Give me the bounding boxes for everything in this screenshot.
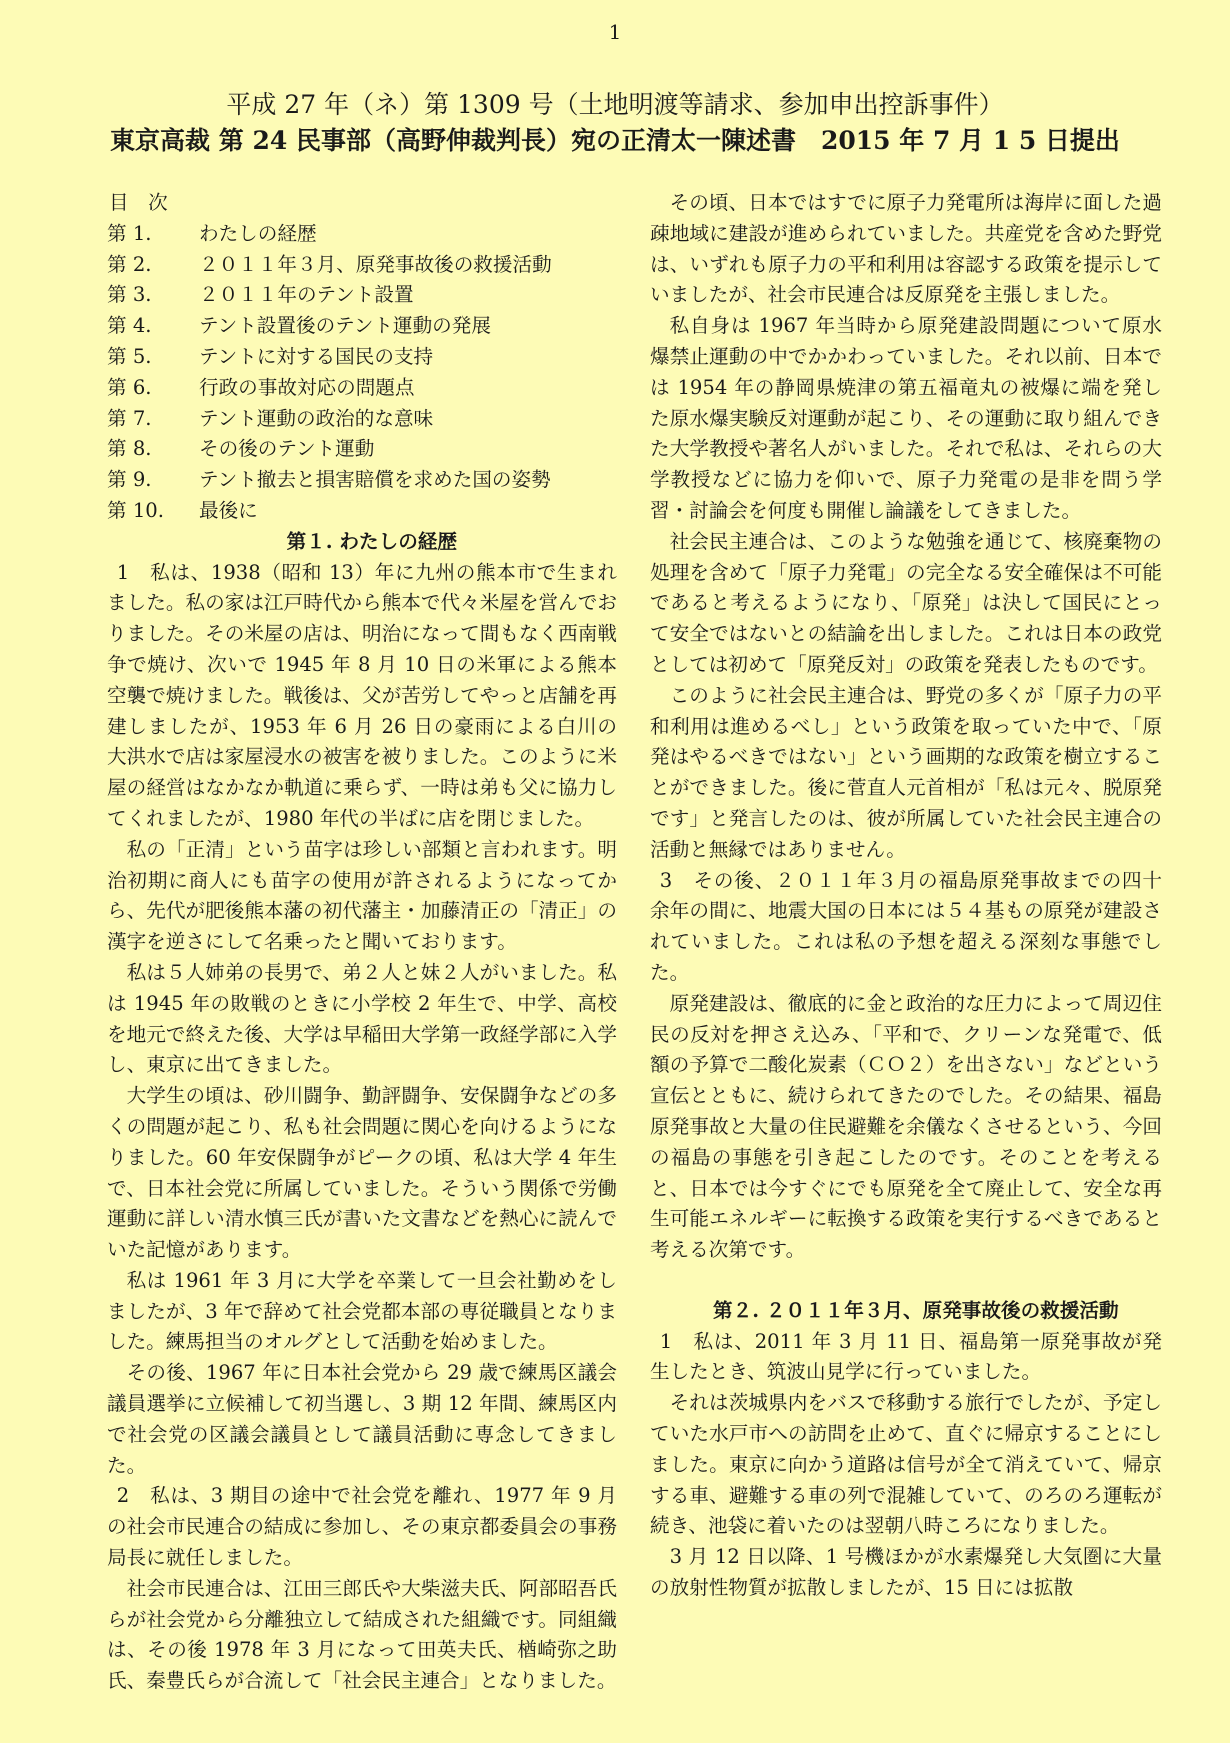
section-heading: 第２. ２０１１年３月、原発事故後の救援活動 (713, 1298, 1119, 1322)
statement-title: 東京高裁 第 24 民事部（高野伸裁判長）宛の正清太一陳述書 2015 年 7 月 1 5 日提出 (110, 126, 1120, 155)
toc-item-number: 第 4. (107, 314, 152, 338)
left-column (107, 188, 617, 1697)
paragraph: 私自身は 1967 年当時から原発建設問題について原水爆禁止運動の中でかかわっていました。それ以前、日本では 1954 年の静岡県焼津の第五福竜丸の被爆に端を発した原水爆実験反対運動が起こり、その運動に取り組んできた大学教授や著名人がいました。それで私は、それらの大学教授などに協力を仰いで、原子力発電の是非を問う学習・討論会を何度も開催し論議をしてきました。 (650, 314, 1162, 522)
toc-item-label: テント運動の政治的な意味 (199, 406, 434, 430)
toc-item (107, 250, 617, 281)
paragraph: 社会民主連合は、このような勉強を通じて、核廃棄物の処理を含めて「原子力発電」の完全なる安全確保は不可能であると考えるようになり、「原発」は決して国民にとって安全ではないとの結論を出しました。これは日本の政党としては初めて「原発反対」の政策を発表したものです。 (650, 529, 1162, 676)
spacer (650, 1266, 1162, 1296)
paragraph: その後、1967 年に日本社会党から 29 歳で練馬区議会議員選挙に立候補して初当選し、3 期 12 年間、練馬区内で社会党の区議会議員として議員活動に専念してきました。 (107, 1361, 617, 1477)
paragraph: 3 月 12 日以降、1 号機ほかが水素爆発し大気圏に大量の放射性物質が拡散しましたが、15 日には拡散 (650, 1545, 1162, 1600)
toc-item-number: 第 7. (107, 406, 152, 430)
paragraph: 私の「正清」という苗字は珍しい部類と言われます。明治初期に商人にも苗字の使用が許されるようになってから、先代が肥後熊本藩の初代藩主・加藤清正の「清正」の漢字を逆さにして名乗ったと聞いております。 (107, 837, 617, 954)
toc-item-label: 行政の事故対応の問題点 (199, 375, 415, 399)
section-heading: 第１. わたしの経歴 (286, 529, 457, 553)
toc-item (107, 404, 617, 435)
right-column (650, 188, 1162, 1604)
toc-item-label: ２０１１年３月、原発事故後の救援活動 (199, 252, 552, 276)
toc-item (107, 373, 617, 404)
paragraph: 私は 1961 年 3 月に大学を卒業して一旦会社勤めをしましたが、3 年で辞めて社会党都本部の専従職員となりました。練馬担当のオルグとして活動を始めました。 (107, 1268, 617, 1354)
paragraph: このように社会民主連合は、野党の多くが「原子力の平和利用は進めるべし」という政策を取っていた中で、「原発はやるべきではない」という画期的な政策を樹立することができました。後に菅直人元首相が「私は元々、脱原発です」と発言したのは、彼が所属していた社会民主連合の活動と無縁ではありません。 (650, 683, 1162, 861)
toc-item-number: 第 3. (107, 283, 152, 307)
table-of-contents (107, 219, 617, 527)
toc-item (107, 311, 617, 342)
toc-item-number: 第 8. (107, 437, 152, 461)
toc-item-label: テント撤去と損害賠償を求めた国の姿勢 (199, 468, 551, 492)
paragraph: 大学生の頃は、砂川闘争、勤評闘争、安保闘争などの多くの問題が起こり、私も社会問題に関心を向けるようになりました。60 年安保闘争がピークの頃、私は大学 4 年生で、日本社会党に所属していました。そういう関係で労働運動に詳しい清水慎三氏が書いた文書などを熱心に読んでいた記憶があります。 (107, 1084, 617, 1262)
paragraph: 3 その後、２０１１年３月の福島原発事故までの四十余年の間に、地震大国の日本には５４基もの原発が建設されていました。これは私の予想を超える深刻な事態でした。 (650, 868, 1162, 984)
paragraph: 社会市民連合は、江田三郎氏や大柴滋夫氏、阿部昭吾氏らが社会党から分離独立して結成された組織です。同組織は、その後 1978 年 3 月になって田英夫氏、楢崎弥之助氏、秦豊氏らが合流して「社会民主連合」となりました。 (107, 1576, 617, 1693)
toc-item (107, 465, 617, 496)
toc-item-label: テント設置後のテント運動の発展 (199, 314, 491, 338)
toc-item-number: 第 2. (107, 252, 152, 276)
paragraph: 2 私は、3 期目の途中で社会党を離れ、1977 年 9 月の社会市民連合の結成に参加し、その東京都委員会の事務局長に就任しました。 (107, 1484, 617, 1570)
document-header (0, 88, 1230, 160)
paragraph: その頃、日本ではすでに原子力発電所は海岸に面した過疎地域に建設が進められていました。共産党を含めた野党は、いずれも原子力の平和利用は容認する政策を提示していましたが、社会市民連合は反原発を主張しました。 (650, 191, 1162, 307)
toc-item (107, 280, 617, 311)
case-title: 平成 27 年（ネ）第 1309 号（土地明渡等請求、参加申出控訴事件） (226, 90, 1004, 119)
toc-item-number: 第 5. (107, 344, 152, 368)
toc-item-label: テントに対する国民の支持 (199, 344, 434, 368)
paragraph: 1 私は、2011 年 3 月 11 日、福島第一原発事故が発生したとき、筑波山見学に行っていました。 (650, 1329, 1162, 1384)
toc-item-number: 第 10. (107, 498, 164, 522)
toc-item-label: ２０１１年のテント設置 (199, 283, 414, 307)
toc-item-label: わたしの経歴 (199, 221, 317, 245)
toc-item (107, 434, 617, 465)
paragraph: 原発建設は、徹底的に金と政治的な圧力によって周辺住民の反対を押さえ込み、「平和で、クリーンな発電で、低額の予算で二酸化炭素（ＣＯ２）を出さない」などという宣伝とともに、続けられてきたのでした。その結果、福島原発事故と大量の住民避難を余儀なくさせるという、今回の福島の事態を引き起こしたのです。そのことを考えると、日本では今すぐにでも原発を全て廃止して、安全な再生可能エネルギーに転換する政策を実行するべきであると考える次第です。 (650, 991, 1162, 1262)
page-number: 1 (608, 20, 622, 44)
toc-item-label: 最後に (199, 498, 258, 522)
toc-item-label: その後のテント運動 (199, 437, 375, 461)
paragraph: 1 私は、1938（昭和 13）年に九州の熊本市で生まれました。私の家は江戸時代から熊本で代々米屋を営んでおりました。その米屋の店は、明治になって間もなく西南戦争で焼け、次いで 1945 年 8 月 10 日の米軍による熊本空襲で焼けました。戦後は、父が苦労してやっと店舗を再建しましたが、1953 年 6 月 26 日の豪雨による白川の大洪水で店は家屋浸水の被害を被りました。このように米屋の経営はなかなか軌道に乗らず、一時は弟も父に協力してくれましたが、1980 年代の半ばに店を閉じました。 (107, 560, 617, 830)
toc-item-number: 第 9. (107, 468, 152, 492)
toc-title: 目 次 (109, 191, 168, 214)
toc-item (107, 342, 617, 373)
toc-item-number: 第 1. (107, 221, 152, 245)
paragraph: それは茨城県内をバスで移動する旅行でしたが、予定していた水戸市への訪問を止めて、直ぐに帰京することにしました。東京に向かう道路は信号が全て消えていて、帰京する車、避難する車の列で混雑していて、のろのろ運転が続き、池袋に着いたのは翌朝八時ころになりました。 (650, 1391, 1162, 1538)
toc-item (107, 219, 617, 250)
paragraph: 私は５人姉弟の長男で、弟２人と妹２人がいました。私は 1945 年の敗戦のときに小学校 2 年生で、中学、高校を地元で終えた後、大学は早稲田大学第一政経学部に入学し、東京に出てきました。 (107, 960, 617, 1077)
toc-item (107, 496, 617, 527)
toc-item-number: 第 6. (107, 375, 152, 399)
